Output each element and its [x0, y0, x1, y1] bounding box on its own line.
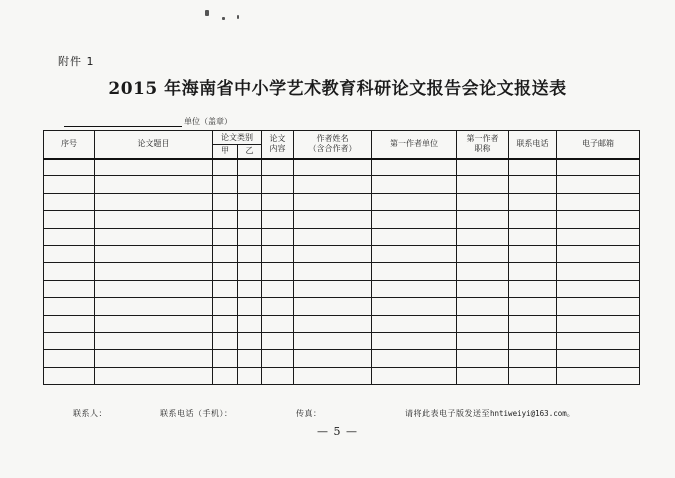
table-row	[44, 193, 640, 210]
table-cell[interactable]	[457, 159, 509, 176]
table-cell[interactable]	[95, 332, 213, 349]
table-cell[interactable]	[238, 193, 262, 210]
table-row	[44, 367, 640, 384]
table-cell[interactable]	[509, 245, 557, 262]
header-email: 电子邮箱	[557, 131, 640, 159]
table-cell[interactable]	[294, 350, 372, 367]
table-cell[interactable]	[457, 263, 509, 280]
table-cell[interactable]	[95, 298, 213, 315]
table-cell[interactable]	[372, 350, 457, 367]
table-cell[interactable]	[44, 350, 95, 367]
header-category: 论文类别	[213, 131, 262, 145]
table-cell[interactable]	[95, 193, 213, 210]
table-cell[interactable]	[457, 332, 509, 349]
table-cell[interactable]	[294, 367, 372, 384]
header-serial: 序号	[44, 131, 95, 159]
table-cell[interactable]	[44, 193, 95, 210]
table-cell[interactable]	[44, 280, 95, 297]
table-cell[interactable]	[457, 367, 509, 384]
table-cell[interactable]	[238, 176, 262, 193]
table-body	[44, 159, 640, 385]
table-cell[interactable]	[44, 211, 95, 228]
table-cell[interactable]	[262, 159, 294, 176]
table-cell[interactable]	[213, 245, 238, 262]
table-cell[interactable]	[213, 159, 238, 176]
table-cell[interactable]	[213, 211, 238, 228]
table-row	[44, 263, 640, 280]
table-cell[interactable]	[457, 315, 509, 332]
table-row	[44, 280, 640, 297]
table-cell[interactable]	[262, 263, 294, 280]
header-first-author-title-line2: 职称	[474, 144, 491, 154]
unit-fill-line[interactable]	[64, 116, 182, 127]
table-cell[interactable]	[262, 315, 294, 332]
table-cell[interactable]	[509, 298, 557, 315]
table-cell[interactable]	[95, 315, 213, 332]
table-cell[interactable]	[44, 332, 95, 349]
table-cell[interactable]	[457, 245, 509, 262]
table-cell[interactable]	[557, 245, 640, 262]
unit-label: 单位（盖章）	[184, 117, 232, 126]
table-cell[interactable]	[95, 211, 213, 228]
table-cell[interactable]	[372, 280, 457, 297]
table-cell[interactable]	[294, 228, 372, 245]
table-cell[interactable]	[294, 298, 372, 315]
table-cell[interactable]	[372, 228, 457, 245]
table-cell[interactable]	[557, 315, 640, 332]
table-cell[interactable]	[557, 298, 640, 315]
table-cell[interactable]	[509, 228, 557, 245]
table-cell[interactable]	[372, 263, 457, 280]
table-cell[interactable]	[294, 280, 372, 297]
table-cell[interactable]	[294, 211, 372, 228]
table-cell[interactable]	[262, 367, 294, 384]
table-row	[44, 298, 640, 315]
table-cell[interactable]	[372, 332, 457, 349]
table-row	[44, 176, 640, 193]
table-cell[interactable]	[557, 211, 640, 228]
table-cell[interactable]	[213, 193, 238, 210]
table-cell[interactable]	[372, 176, 457, 193]
table-cell[interactable]	[294, 315, 372, 332]
table-cell[interactable]	[262, 245, 294, 262]
table-cell[interactable]	[44, 298, 95, 315]
header-category-b: 乙	[238, 145, 262, 159]
table-cell[interactable]	[509, 280, 557, 297]
table-cell[interactable]	[509, 176, 557, 193]
table-cell[interactable]	[238, 350, 262, 367]
header-content-line2: 内容	[269, 144, 286, 154]
table-cell[interactable]	[262, 280, 294, 297]
footer-submit	[405, 408, 575, 419]
scan-speck	[237, 15, 239, 19]
table-cell[interactable]	[509, 193, 557, 210]
table-cell[interactable]	[294, 263, 372, 280]
table-cell[interactable]	[457, 298, 509, 315]
table-cell[interactable]	[457, 350, 509, 367]
table-cell[interactable]	[557, 332, 640, 349]
table-cell[interactable]	[294, 193, 372, 210]
table-row	[44, 228, 640, 245]
table-cell[interactable]	[262, 350, 294, 367]
scan-speck	[205, 10, 209, 16]
table-cell[interactable]	[294, 245, 372, 262]
table-cell[interactable]	[262, 332, 294, 349]
table-row	[44, 350, 640, 367]
table-row	[44, 159, 640, 176]
footer-end-mark: 。	[566, 409, 576, 418]
scan-speck	[222, 17, 225, 20]
table-cell[interactable]	[262, 228, 294, 245]
table-cell[interactable]	[262, 298, 294, 315]
table-cell[interactable]	[95, 280, 213, 297]
header-content-line1: 论文	[269, 134, 286, 144]
table-cell[interactable]	[372, 193, 457, 210]
table-cell[interactable]	[44, 228, 95, 245]
header-author	[294, 131, 372, 159]
table-cell[interactable]	[509, 211, 557, 228]
table-cell[interactable]	[372, 367, 457, 384]
table-cell[interactable]	[44, 159, 95, 176]
table-cell[interactable]	[238, 159, 262, 176]
table-cell[interactable]	[509, 263, 557, 280]
table-cell[interactable]	[238, 245, 262, 262]
table-cell[interactable]	[238, 332, 262, 349]
table-cell[interactable]	[372, 315, 457, 332]
footer-contact: 联系人：	[73, 409, 107, 418]
table-cell[interactable]	[557, 280, 640, 297]
table-cell[interactable]	[457, 228, 509, 245]
table-cell[interactable]	[457, 211, 509, 228]
table-cell[interactable]	[457, 280, 509, 297]
table-cell[interactable]	[213, 332, 238, 349]
table-cell[interactable]	[509, 367, 557, 384]
table-cell[interactable]	[557, 350, 640, 367]
table-row	[44, 245, 640, 262]
footer-email[interactable]: hntiweiyi@163.com	[490, 409, 567, 418]
table-row	[44, 332, 640, 349]
table-cell[interactable]	[294, 332, 372, 349]
table-cell[interactable]	[372, 211, 457, 228]
table-cell[interactable]	[238, 298, 262, 315]
table-cell[interactable]	[509, 159, 557, 176]
table-cell[interactable]	[44, 245, 95, 262]
table-cell[interactable]	[557, 193, 640, 210]
table-cell[interactable]	[213, 315, 238, 332]
table-cell[interactable]	[213, 298, 238, 315]
table-cell[interactable]	[557, 263, 640, 280]
table-cell[interactable]	[95, 367, 213, 384]
table-cell[interactable]	[44, 367, 95, 384]
table-cell[interactable]	[294, 176, 372, 193]
attachment-label: 附件 1	[58, 55, 95, 68]
unit-stamp-row	[64, 113, 232, 127]
table-cell[interactable]	[372, 245, 457, 262]
table-cell[interactable]	[372, 159, 457, 176]
header-first-author-unit: 第一作者单位	[372, 131, 457, 159]
header-category-a: 甲	[213, 145, 238, 159]
header-phone: 联系电话	[509, 131, 557, 159]
table-cell[interactable]	[213, 263, 238, 280]
table-row	[44, 211, 640, 228]
table-cell[interactable]	[557, 367, 640, 384]
table-cell[interactable]	[213, 280, 238, 297]
table-cell[interactable]	[238, 367, 262, 384]
table-cell[interactable]	[294, 159, 372, 176]
table-cell[interactable]	[557, 159, 640, 176]
table-cell[interactable]	[457, 193, 509, 210]
table-cell[interactable]	[457, 176, 509, 193]
table-cell[interactable]	[95, 245, 213, 262]
submission-table	[43, 130, 640, 385]
footer-mobile: 联系电话（手机）：	[160, 409, 233, 418]
table-cell[interactable]	[213, 350, 238, 367]
table-cell[interactable]	[557, 228, 640, 245]
header-first-author-title-line1: 第一作者	[466, 134, 499, 144]
table-cell[interactable]	[44, 263, 95, 280]
table-row	[44, 315, 640, 332]
page-title: 2015 年海南省中小学艺术教育科研论文报告会论文报送表	[108, 79, 567, 99]
table-cell[interactable]	[238, 315, 262, 332]
table-cell[interactable]	[95, 228, 213, 245]
table-cell[interactable]	[44, 315, 95, 332]
table-cell[interactable]	[213, 176, 238, 193]
table-cell[interactable]	[95, 350, 213, 367]
header-author-line1: 作者姓名	[316, 134, 349, 144]
table-cell[interactable]	[262, 176, 294, 193]
table-cell[interactable]	[44, 176, 95, 193]
table-cell[interactable]	[509, 315, 557, 332]
table-cell[interactable]	[238, 228, 262, 245]
table-cell[interactable]	[509, 350, 557, 367]
table-cell[interactable]	[262, 211, 294, 228]
table-cell[interactable]	[238, 280, 262, 297]
footer-fax: 传真：	[296, 409, 322, 418]
table-cell[interactable]	[213, 367, 238, 384]
header-author-line2: （含合作者）	[308, 144, 357, 154]
table-cell[interactable]	[509, 332, 557, 349]
table-cell[interactable]	[95, 263, 213, 280]
header-paper-title: 论文题目	[95, 131, 213, 159]
footer-submit-text: 请将此表电子版发送至	[405, 409, 490, 418]
table-cell[interactable]	[95, 159, 213, 176]
header-content	[262, 131, 294, 159]
table-cell[interactable]	[262, 193, 294, 210]
table-cell[interactable]	[557, 176, 640, 193]
table-cell[interactable]	[238, 263, 262, 280]
table-cell[interactable]	[213, 228, 238, 245]
table-cell[interactable]	[238, 211, 262, 228]
header-first-author-title	[457, 131, 509, 159]
table-cell[interactable]	[95, 176, 213, 193]
page-number: — 5 —	[317, 425, 358, 438]
table-cell[interactable]	[372, 298, 457, 315]
